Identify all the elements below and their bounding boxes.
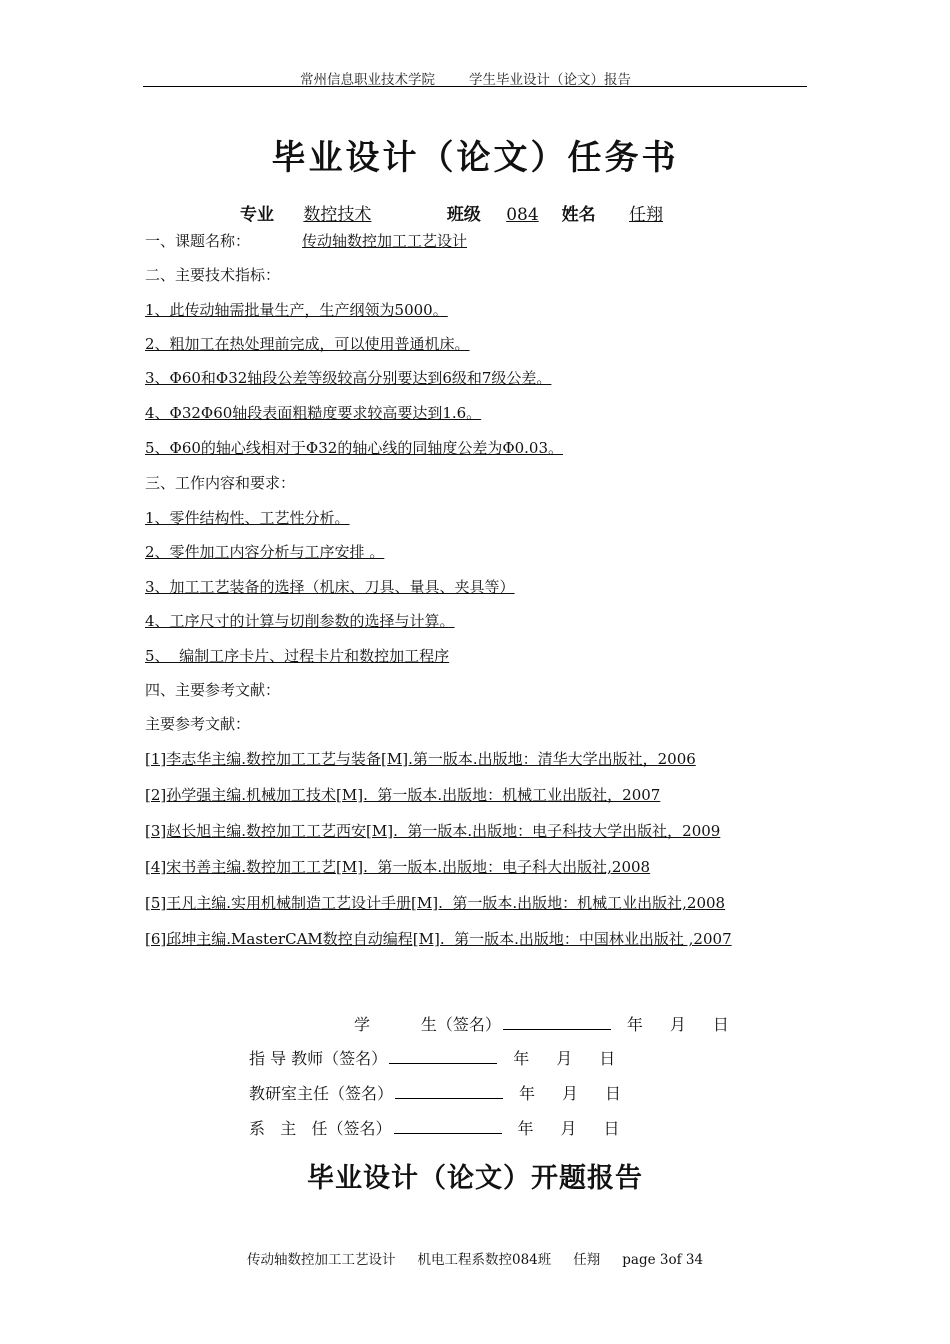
student-info-row xyxy=(240,200,679,225)
work-item: 1、零件结构性、工艺性分析。 xyxy=(145,509,350,527)
month-label: 月 xyxy=(562,1084,579,1103)
dean-signature-row xyxy=(249,1116,620,1139)
footer-dept: 机电工程系数控084班 xyxy=(417,1252,552,1268)
header-school: 常州信息职业技术学院 xyxy=(300,72,435,88)
class-value: 084 xyxy=(506,205,539,225)
references-subheading: 主要参考文献： xyxy=(145,715,251,733)
footer-name: 任翔 xyxy=(573,1252,601,1268)
year-label: 年 xyxy=(626,1015,643,1034)
tech-spec-item: 3、Φ60和Φ32轴段公差等级较高分别要达到6级和7级公差。 xyxy=(145,369,552,387)
day-label: 日 xyxy=(603,1119,620,1138)
day-label: 日 xyxy=(605,1084,622,1103)
section3-heading: 三、工作内容和要求： xyxy=(145,474,296,492)
year-label: 年 xyxy=(513,1049,530,1068)
major-label: 专业 xyxy=(240,205,274,225)
dean-signature-label: 系 主 任（签名） xyxy=(249,1119,392,1138)
reference-item: [2]孙学强主编.机械加工技术[M]. 第一版本.出版地：机械工业出版社，2007 xyxy=(145,786,661,804)
name-label: 姓名 xyxy=(561,205,596,225)
signature-line[interactable] xyxy=(389,1049,497,1064)
work-item: 5、 编制工序卡片、过程卡片和数控加工程序 xyxy=(145,647,450,665)
reference-item: [3]赵长旭主编.数控加工工艺西安[M]. 第一版本.出版地：电子科技大学出版社，2009 xyxy=(145,822,721,840)
header-doc-title: 学生毕业设计（论文）报告 xyxy=(469,72,631,88)
work-item: 2、零件加工内容分析与工序安排 。 xyxy=(145,543,385,561)
year-label: 年 xyxy=(517,1119,534,1138)
tech-spec-item: 4、Φ32Φ60轴段表面粗糙度要求较高要达到1.6。 xyxy=(145,404,482,422)
month-label: 月 xyxy=(556,1049,573,1068)
section-title-proposal: 毕业设计（论文）开题报告 xyxy=(307,1163,643,1194)
advisor-signature-label: 指 导 教师（签名） xyxy=(249,1049,388,1068)
month-label: 月 xyxy=(669,1015,686,1034)
signature-line[interactable] xyxy=(503,1015,611,1030)
header-rule xyxy=(143,86,807,87)
reference-item: [1]李志华主编.数控加工工艺与装备[M].第一版本.出版地：清华大学出版社，2006 xyxy=(145,750,696,768)
year-label: 年 xyxy=(519,1084,536,1103)
work-item: 3、加工工艺装备的选择（机床、刀具、量具、夹具等） xyxy=(145,578,515,596)
tech-spec-item: 5、Φ60的轴心线相对于Φ32的轴心线的同轴度公差为Φ0.03。 xyxy=(145,439,564,457)
advisor-signature-row xyxy=(249,1046,615,1069)
running-header xyxy=(300,68,631,88)
footer-page-number: page 3of 34 xyxy=(622,1252,704,1268)
day-label: 日 xyxy=(712,1015,729,1034)
topic-label: 一、课题名称： xyxy=(145,232,251,250)
signature-line[interactable] xyxy=(394,1119,502,1134)
day-label: 日 xyxy=(599,1049,616,1068)
topic-row xyxy=(145,230,594,251)
section2-heading: 二、主要技术指标： xyxy=(145,266,281,284)
month-label: 月 xyxy=(560,1119,577,1138)
page-title: 毕业设计（论文）任务书 xyxy=(271,138,679,178)
reference-item: [5]王凡主编.实用机械制造工艺设计手册[M]. 第一版本.出版地：机械工业出版社,2008 xyxy=(145,894,726,912)
topic-value: 传动轴数控加工工艺设计 xyxy=(302,232,468,250)
page-footer xyxy=(247,1248,703,1268)
director-signature-row xyxy=(249,1081,621,1104)
tech-spec-item: 1、此传动轴需批量生产，生产纲领为5000。 xyxy=(145,301,448,319)
reference-item: [6]邱坤主编.MasterCAM数控自动编程[M]. 第一版本.出版地：中国林业出版社 ,2007 xyxy=(145,930,732,948)
signature-line[interactable] xyxy=(395,1084,503,1099)
major-value: 数控技术 xyxy=(303,205,372,225)
director-signature-label: 教研室主任（签名） xyxy=(249,1084,394,1103)
footer-topic: 传动轴数控加工工艺设计 xyxy=(247,1252,396,1268)
student-signature-label: 学 生（签名） xyxy=(354,1015,501,1034)
reference-item: [4]宋书善主编.数控加工工艺[M]. 第一版本.出版地：电子科大出版社,2008 xyxy=(145,858,651,876)
student-signature-row xyxy=(354,1012,729,1035)
section4-heading: 四、主要参考文献： xyxy=(145,681,281,699)
name-value: 任翔 xyxy=(629,205,664,225)
tech-spec-item: 2、粗加工在热处理前完成，可以使用普通机床。 xyxy=(145,335,470,353)
work-item: 4、工序尺寸的计算与切削参数的选择与计算。 xyxy=(145,612,455,630)
class-label: 班级 xyxy=(446,205,481,225)
